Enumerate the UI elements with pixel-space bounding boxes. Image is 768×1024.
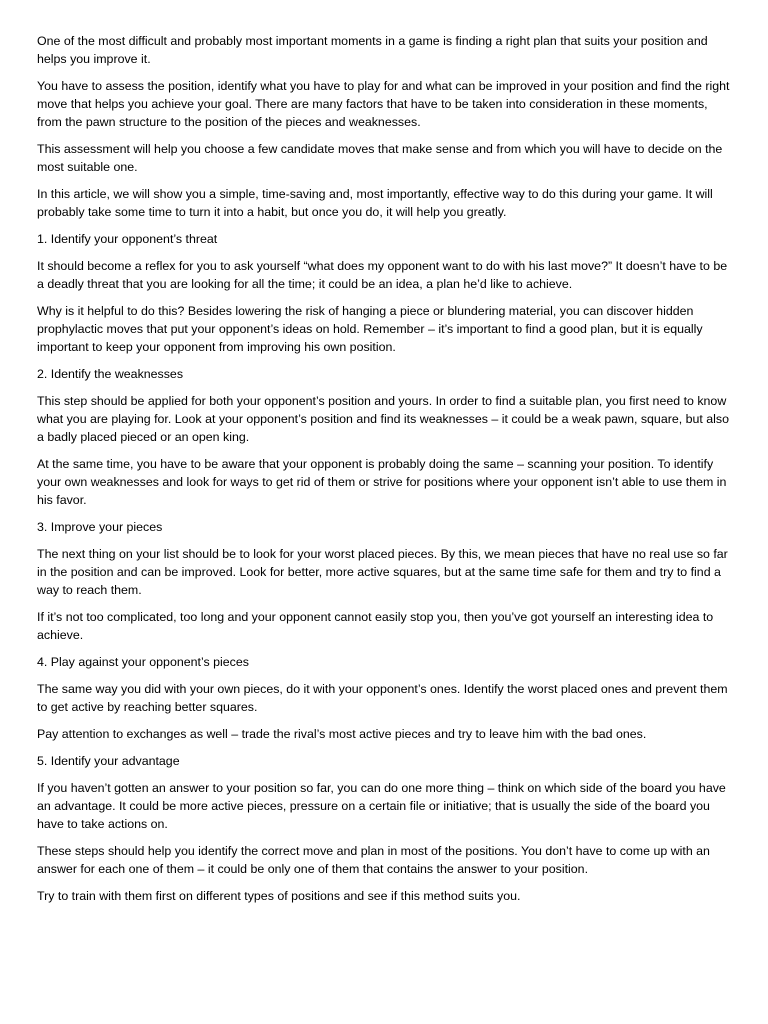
paragraph: The same way you did with your own pieces, do it with your opponent’s ones. Identify the worst placed ones and prevent them to get active by reaching better squares. <box>37 682 728 714</box>
paragraph: If it’s not too complicated, too long and your opponent cannot easily stop you, then you’ve got yourself an interesting idea to achieve. <box>37 610 714 642</box>
section-heading: 1. Identify your opponent’s threat <box>37 232 218 246</box>
paragraph: These steps should help you identify the correct move and plan in most of the positions. You don’t have to come up with an answer for each one of them – it could be only one of them that contains the answer to your position. <box>37 844 710 876</box>
paragraph: You have to assess the position, identify what you have to play for and what can be improved in your position and find the right move that helps you achieve your goal. There are many factors that have to be taken into consideration in these moments, from the pawn structure to the position of the pieces and weaknesses. <box>37 79 730 129</box>
paragraph: It should become a reflex for you to ask yourself “what does my opponent want to do with his last move?” It doesn’t have to be a deadly threat that you are looking for all the time; it could be an idea, a plan he’d like to achieve. <box>37 259 728 291</box>
paragraph: If you haven’t gotten an answer to your position so far, you can do one more thing – think on which side of the board you have an advantage. It could be more active pieces, pressure on a certain file or initiative; that is usually the side of the board you have to take actions on. <box>37 781 726 831</box>
paragraph: Pay attention to exchanges as well – trade the rival’s most active pieces and try to leave him with the bad ones. <box>37 727 647 741</box>
section-heading: 4. Play against your opponent’s pieces <box>37 655 249 669</box>
paragraph: Why is it helpful to do this? Besides lowering the risk of hanging a piece or blundering material, you can discover hidden prophylactic moves that put your opponent’s ideas on hold. Remember – it’s important to find a good plan, but it is equally important to keep your opponent from improving his own position. <box>37 304 703 354</box>
paragraph: At the same time, you have to be aware that your opponent is probably doing the same – scanning your position. To identify your own weaknesses and look for ways to get rid of them or strive for positions where your opponent isn’t able to use them in his favor. <box>37 457 727 507</box>
paragraph: In this article, we will show you a simple, time-saving and, most importantly, effective way to do this during your game. It will probably take some time to turn it into a habit, but once you do, it will help you greatly. <box>37 187 713 219</box>
paragraph: The next thing on your list should be to look for your worst placed pieces. By this, we mean pieces that have no real use so far in the position and can be improved. Look for better, more active squares, but at the same time safe for them and try to find a way to reach them. <box>37 547 728 597</box>
section-heading: 3. Improve your pieces <box>37 520 163 534</box>
paragraph: This step should be applied for both your opponent’s position and yours. In order to find a suitable plan, you first need to know what you are playing for. Look at your opponent’s position and find its weaknesses – it could be a weak pawn, square, but also a badly placed pieced or an open king. <box>37 394 730 444</box>
paragraph: One of the most difficult and probably most important moments in a game is finding a right plan that suits your position and helps you improve it. <box>37 34 708 66</box>
section-heading: 2. Identify the weaknesses <box>37 367 184 381</box>
section-heading: 5. Identify your advantage <box>37 754 180 768</box>
paragraph: Try to train with them first on different types of positions and see if this method suits you. <box>37 889 521 903</box>
paragraph: This assessment will help you choose a few candidate moves that make sense and from which you will have to decide on the most suitable one. <box>37 142 723 174</box>
